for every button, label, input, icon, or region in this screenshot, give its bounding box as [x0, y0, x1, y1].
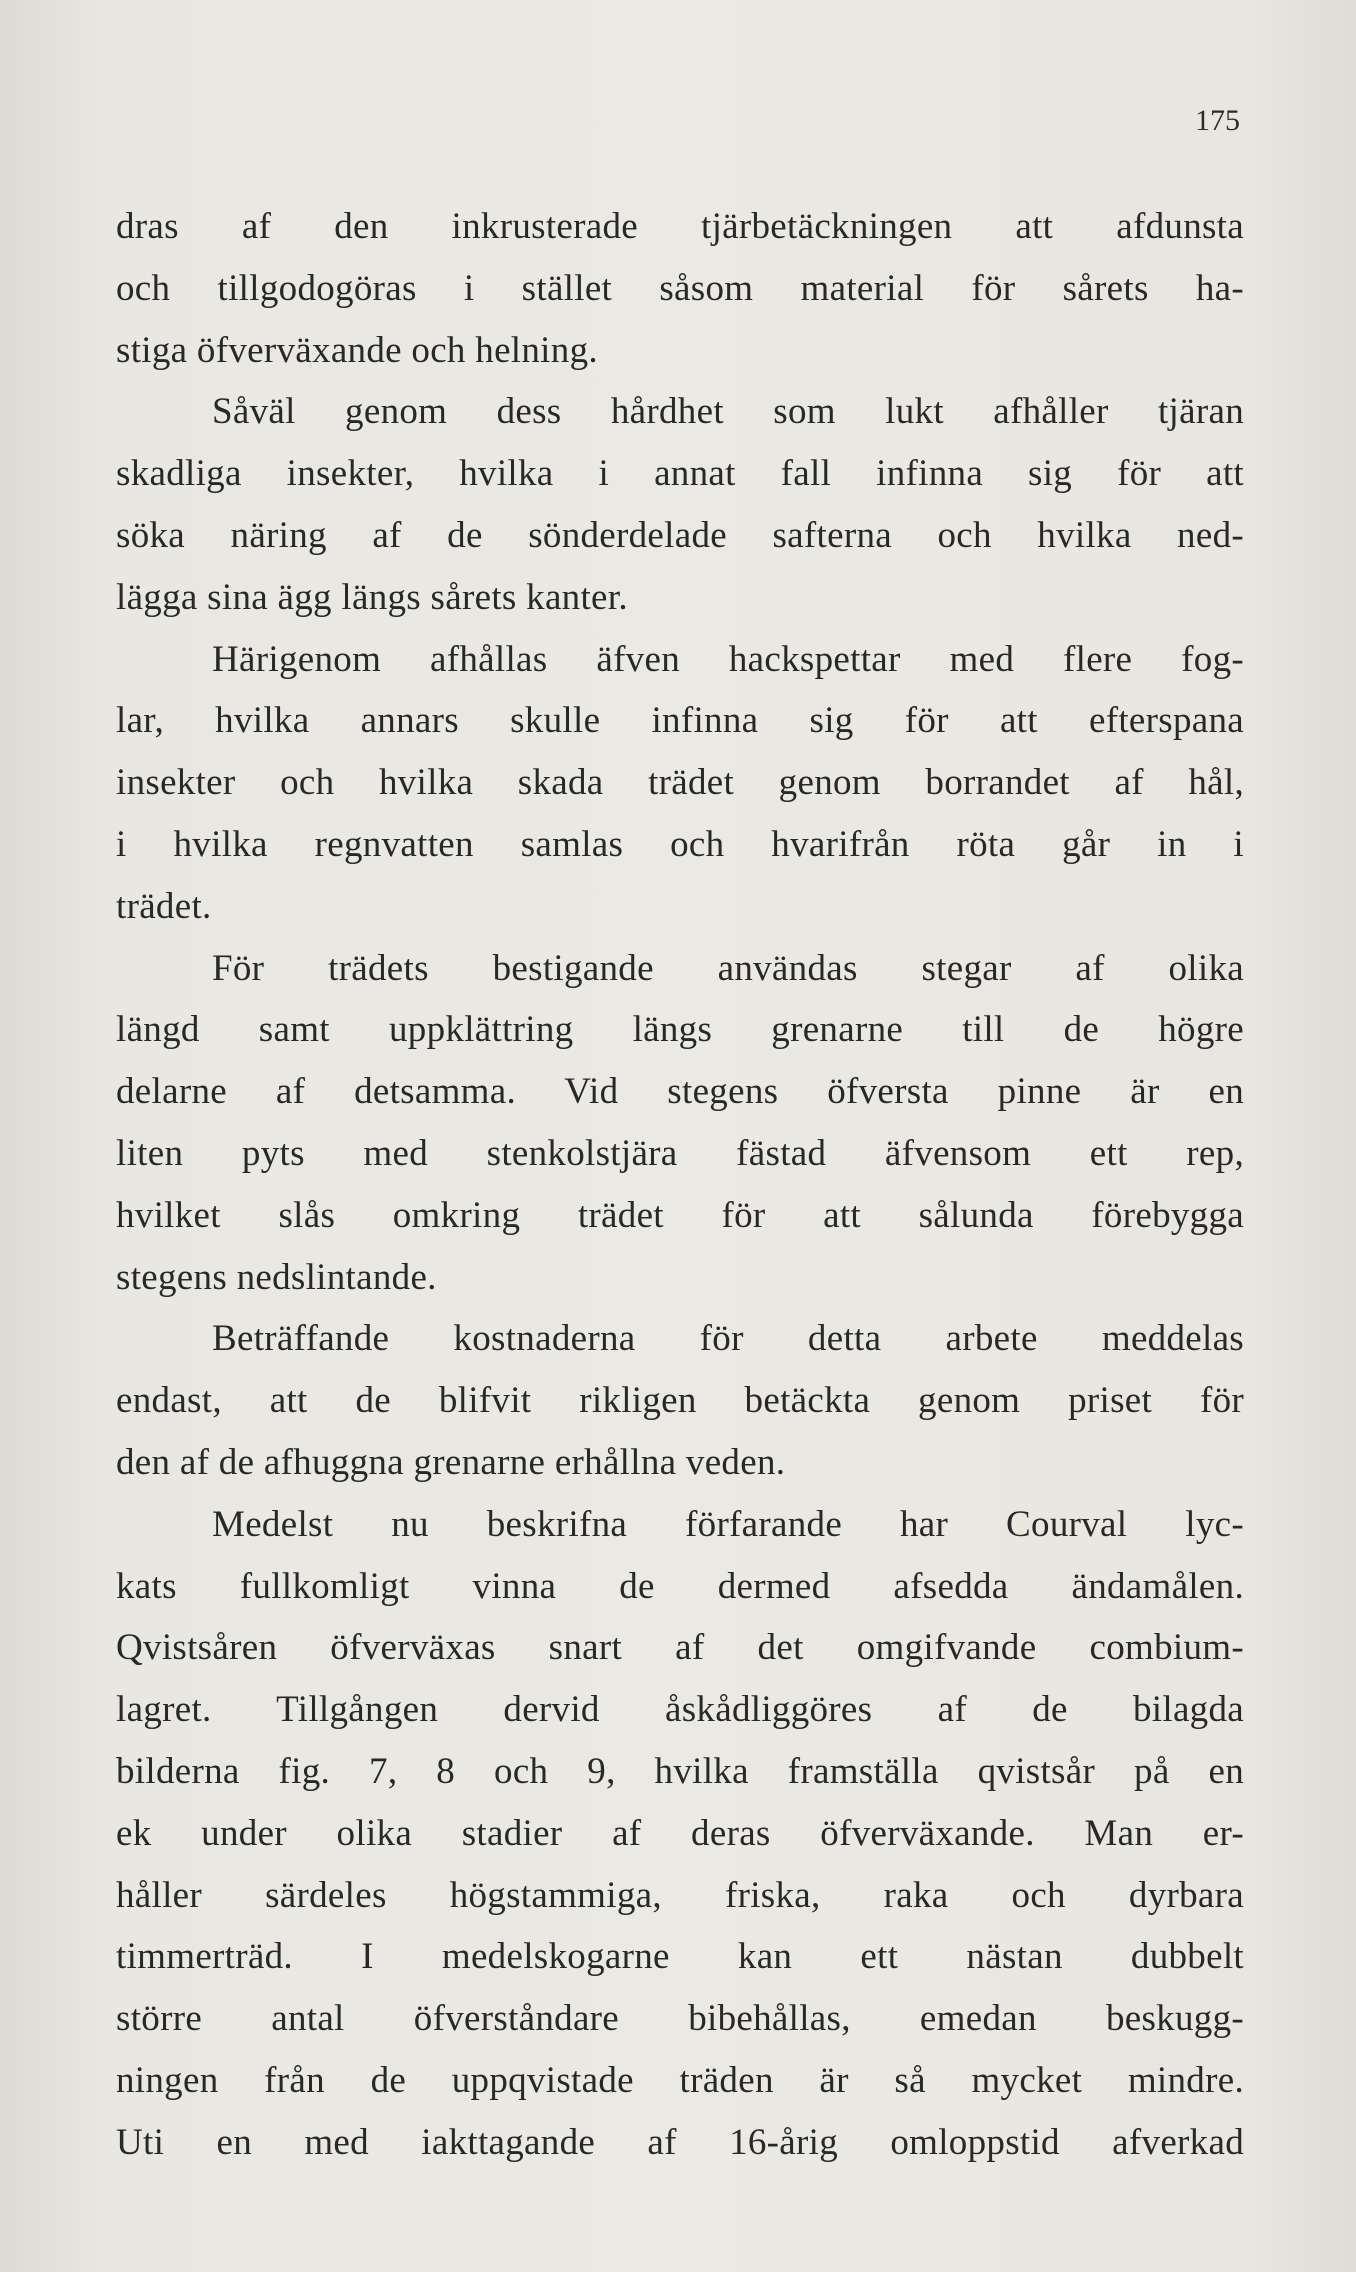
paragraph-first-line: Medelst nu beskrifna förfarande har Courval lyc-	[212, 1503, 1244, 1545]
paragraph-first-line: Härigenom afhållas äfven hackspettar med flere fog-	[212, 638, 1244, 680]
text-line: i hvilka regnvatten samlas och hvarifrån röta går in i	[116, 823, 1244, 865]
text-line: lar, hvilka annars skulle infinna sig för att efterspana	[116, 700, 1244, 742]
text-line: ningen från de uppqvistade träden är så mycket mindre.	[116, 2059, 1244, 2101]
text-line: skadliga insekter, hvilka i annat fall infinna sig för att	[116, 453, 1244, 495]
page-number: 175	[1195, 104, 1240, 137]
text-line: den af de afhuggna grenarne erhållna veden.	[116, 1441, 786, 1483]
text-line: bilderna fig. 7, 8 och 9, hvilka framställa qvistsår på en	[116, 1750, 1244, 1792]
paragraph-first-line: Beträffande kostnaderna för detta arbete meddelas	[212, 1318, 1244, 1360]
text-line: lägga sina ägg längs sårets kanter.	[116, 576, 628, 618]
text-line: dras af den inkrusterade tjärbetäckningen att afdunsta	[116, 206, 1244, 247]
paragraph-first-line: För trädets bestigande användas stegar af olika	[212, 947, 1244, 989]
text-line: endast, att de blifvit rikligen betäckta genom priset för	[116, 1380, 1244, 1422]
text-line: ek under olika stadier af deras öfverväxande. Man er-	[116, 1812, 1244, 1854]
text-line: trädet.	[116, 885, 212, 927]
body-text	[116, 196, 1244, 2174]
text-line: Qvistsåren öfverväxas snart af det omgifvande combium-	[116, 1627, 1244, 1669]
text-line: stegens nedslintande.	[116, 1256, 437, 1298]
text-line: längd samt uppklättring längs grenarne till de högre	[116, 1009, 1244, 1051]
paragraph-first-line: Såväl genom dess hårdhet som lukt afhåller tjäran	[212, 391, 1244, 433]
text-line: timmerträd. I medelskogarne kan ett nästan dubbelt	[116, 1936, 1244, 1978]
text-line: delarne af detsamma. Vid stegens öfversta pinne är en	[116, 1071, 1244, 1113]
text-line: och tillgodogöras i stället såsom material för sårets ha-	[116, 267, 1244, 309]
text-line: hvilket slås omkring trädet för att sålunda förebygga	[116, 1194, 1244, 1236]
text-line: kats fullkomligt vinna de dermed afsedda ändamålen.	[116, 1565, 1244, 1607]
text-line: håller särdeles högstammiga, friska, raka och dyrbara	[116, 1874, 1244, 1916]
text-line: större antal öfverståndare bibehållas, emedan beskugg-	[116, 1998, 1244, 2040]
text-line: lagret. Tillgången dervid åskådliggöres af de bilagda	[116, 1689, 1244, 1731]
text-line: Uti en med iakttagande af 16-årig omloppstid afverkad	[116, 2121, 1244, 2163]
text-line: insekter och hvilka skada trädet genom borrandet af hål,	[116, 762, 1244, 804]
text-line: liten pyts med stenkolstjära fästad äfvensom ett rep,	[116, 1132, 1244, 1174]
text-line: stiga öfverväxande och helning.	[116, 329, 598, 371]
text-line: söka näring af de sönderdelade safterna och hvilka ned-	[116, 514, 1244, 556]
